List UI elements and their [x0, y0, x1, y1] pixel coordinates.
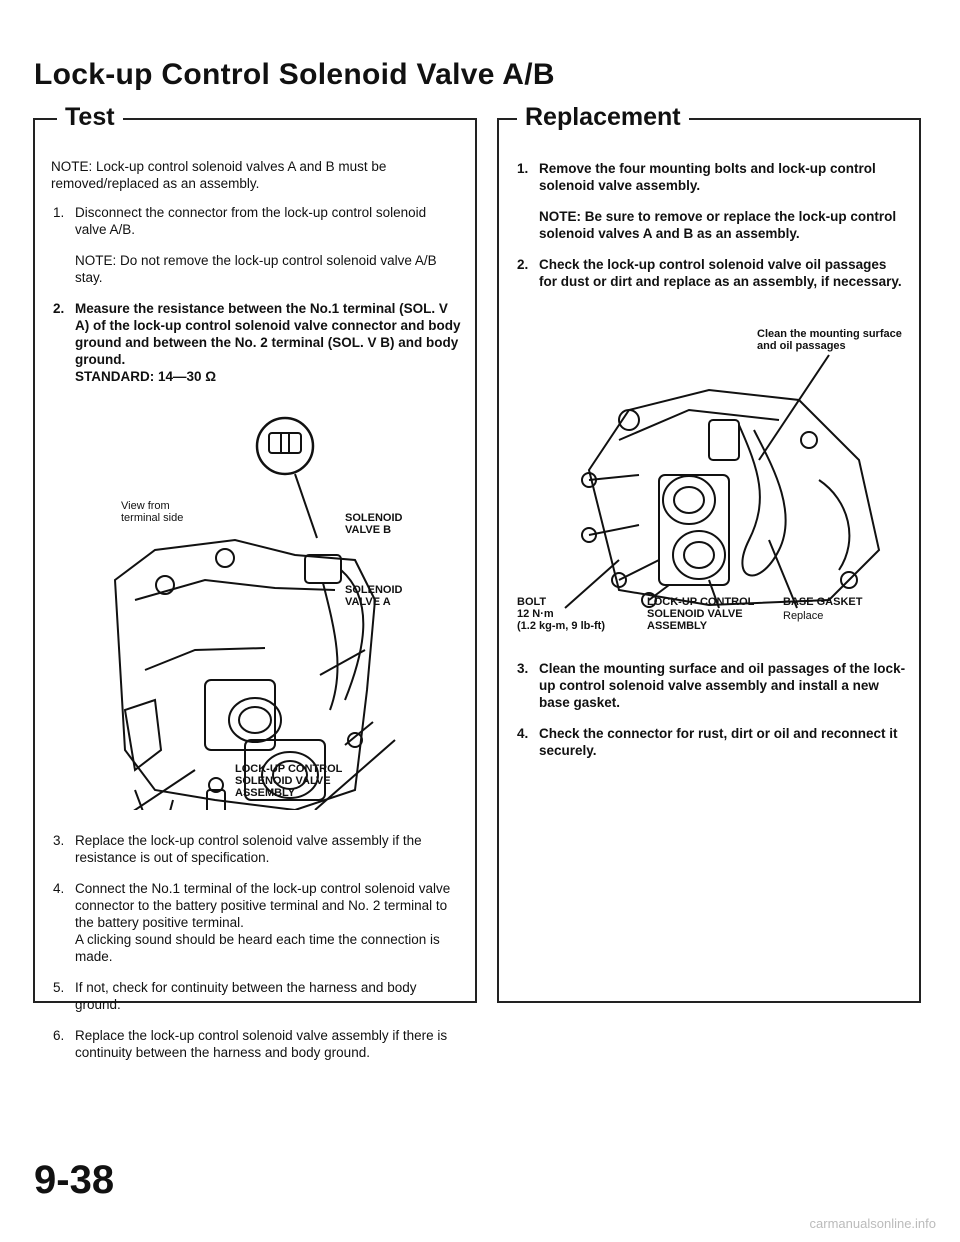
step-number: 3.	[517, 661, 529, 676]
test-step-5	[51, 979, 461, 1013]
assembly-label-line3: ASSEMBLY	[235, 787, 296, 799]
replacement-solenoid-illustration	[559, 350, 899, 610]
bolt-label-line1: BOLT	[517, 596, 547, 608]
replacement-step-2	[515, 256, 907, 290]
replacement-heading: Replacement	[517, 103, 689, 132]
replacement-step-3	[515, 660, 907, 711]
assembly-label-line2: SOLENOID VALVE	[235, 775, 331, 787]
step-number: 6.	[53, 1028, 65, 1043]
step-text: Measure the resistance between the No.1 terminal (SOL. V A) of the lock-up control solenoid valve connector and body ground and between the No. 2 terminal (SOL. V B) and body ground.	[75, 301, 461, 367]
step-text: Connect the No.1 terminal of the lock-up control solenoid valve connector to the battery positive terminal and No. 2 terminal to the battery positive terminal.	[75, 881, 451, 930]
replacement-step-4	[515, 725, 907, 759]
replacement-step-1	[515, 160, 907, 242]
step-number: 1.	[517, 161, 529, 176]
step-note: NOTE: Be sure to remove or replace the lock-up control solenoid valves A and B as an assembly.	[539, 209, 897, 241]
test-bottom-text	[51, 832, 461, 1075]
step-number: 5.	[53, 980, 65, 995]
step-number: 2.	[517, 257, 529, 272]
step-text: Check the lock-up control solenoid valve oil passages for dust or dirt and replace as an assembly, if necessary.	[539, 257, 902, 289]
gasket-label-line1: BASE GASKET	[783, 596, 863, 608]
solenoid-a-label: SOLENOID VALVE A	[345, 584, 403, 608]
test-panel	[33, 103, 477, 1060]
view-from-label: View from terminal side	[121, 500, 184, 524]
bolt-label-line3: (1.2 kg-m, 9 lb-ft)	[517, 620, 606, 632]
step-number: 3.	[53, 833, 65, 848]
test-note: NOTE: Lock-up control solenoid valves A and B must be removed/replaced as an assembly.	[51, 159, 387, 191]
bolt-label-line2: 12 N·m	[517, 608, 554, 620]
test-solenoid-illustration	[95, 270, 455, 810]
test-heading: Test	[57, 103, 123, 132]
page-number: 9-38	[34, 1158, 115, 1202]
watermark: carmanualsonline.info	[809, 1216, 936, 1231]
step-number: 4.	[517, 726, 529, 741]
step-number: 4.	[53, 881, 65, 896]
step-number: 2.	[53, 301, 65, 316]
step-text: Remove the four mounting bolts and lock-up control solenoid valve assembly.	[539, 161, 876, 193]
clean-label-line2: and oil passages	[757, 340, 846, 352]
test-step-4	[51, 880, 461, 965]
page-title: Lock-up Control Solenoid Valve A/B	[34, 58, 555, 91]
step-text: If not, check for continuity between the harness and body ground.	[75, 980, 417, 1012]
assy-label-line3: ASSEMBLY	[647, 620, 708, 632]
step-number: 1.	[53, 205, 65, 220]
assy-label-line2: SOLENOID VALVE	[647, 608, 743, 620]
assembly-label-line1: LOCK-UP CONTROL	[235, 763, 343, 775]
step-text: Check the connector for rust, dirt or oil and reconnect it securely.	[539, 726, 898, 758]
solenoid-b-label: SOLENOID VALVE B	[345, 512, 403, 536]
replacement-bottom-text	[515, 660, 907, 773]
gasket-label-line2: Replace	[783, 610, 824, 622]
test-step-6	[51, 1027, 461, 1061]
step-text: Replace the lock-up control solenoid valve assembly if there is continuity between the harness and body ground.	[75, 1028, 448, 1060]
step-note: NOTE: Do not remove the lock-up control solenoid valve A/B stay.	[75, 253, 437, 285]
assy-label-line1: LOCK-UP CONTROL	[647, 596, 755, 608]
step-text: Clean the mounting surface and oil passages of the lock-up control solenoid valve assembly and install a new base gasket.	[539, 661, 906, 710]
step-text: Replace the lock-up control solenoid valve assembly if the resistance is out of specification.	[75, 833, 422, 865]
step-text: Disconnect the connector from the lock-up control solenoid valve A/B.	[75, 205, 427, 237]
standard-value: STANDARD: 14—30 Ω	[75, 369, 217, 384]
step-detail: A clicking sound should be heard each time the connection is made.	[75, 932, 440, 964]
replacement-panel	[497, 103, 921, 1003]
clean-label-line1: Clean the mounting surface	[757, 328, 902, 340]
replacement-top-text	[515, 160, 907, 304]
test-step-3	[51, 832, 461, 866]
